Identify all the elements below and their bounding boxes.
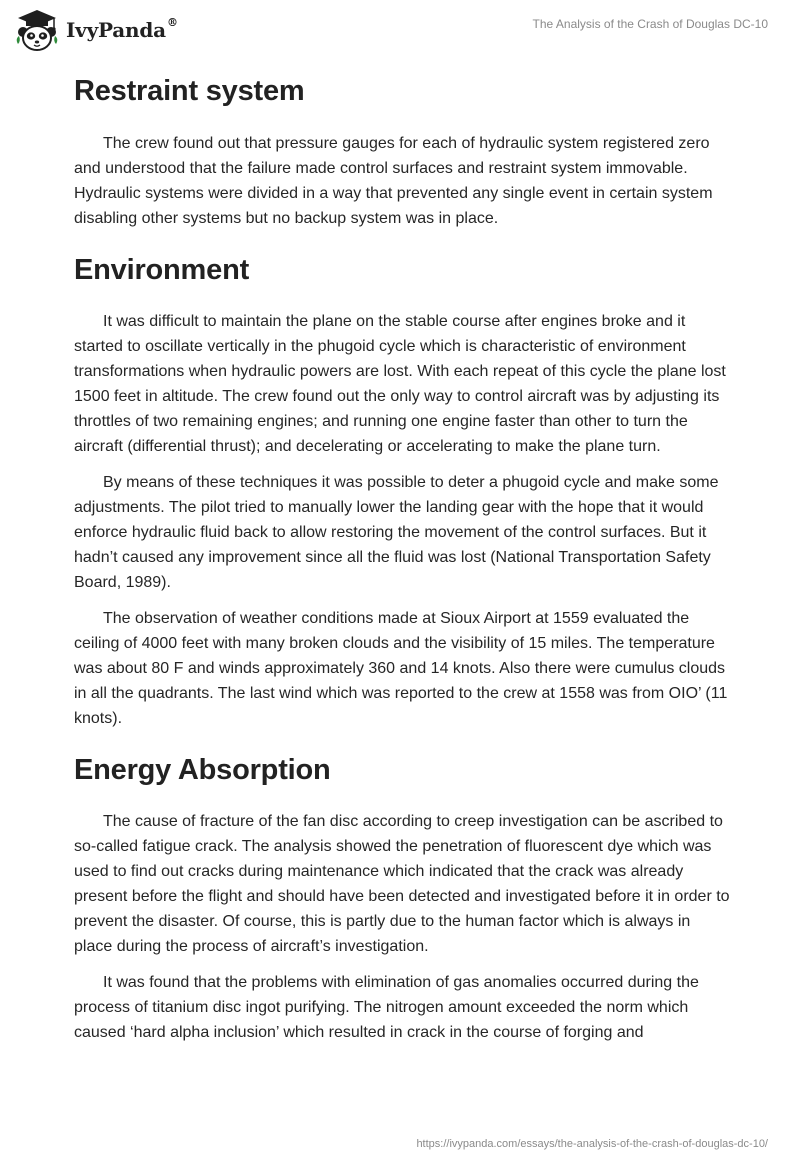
paragraph: The observation of weather conditions made at Sioux Airport at 1559 evaluated the ceiling of 4000 feet with many broken clouds and the visibility of 15 miles. The temperature was about 80 F and winds approximately 360 and 14 knots. Also there were cumulus clouds in all the quadrants. The last wind which was reported to the crew at 1558 was from OIO’ (11 knots). <box>74 610 728 727</box>
ivypanda-logo[interactable] <box>14 8 178 52</box>
paragraph: The cause of fracture of the fan disc according to creep investigation can be ascribed to so-called fatigue crack. The analysis showed the penetration of fluorescent dye which was used to find out cracks during maintenance which indicated that the crack was already present before the flight and should have been detected and investigated before it in order to prevent the disaster. Of course, this is partly due to the human factor which is always in place during the process of aircraft’s investigation. <box>74 813 730 955</box>
paragraph: By means of these techniques it was possible to deter a phugoid cycle and make some adjustments. The pilot tried to manually lower the landing gear with the hope that it would enforce hydraulic fluid back to allow restoring the movement of the control surfaces. But it hadn’t caused any improvement since all the fluid was lost (National Transportation Safety Board, 1989). <box>74 474 719 591</box>
source-url[interactable]: https://ivypanda.com/essays/the-analysis-of-the-crash-of-douglas-dc-10/ <box>416 1138 768 1150</box>
registered-mark: ® <box>166 16 178 29</box>
paragraph: It was difficult to maintain the plane on the stable course after engines broke and it started to oscillate vertically in the phugoid cycle which is characteristic of environment transformations when hydraulic powers are lost. With each repeat of this cycle the plane lost 1500 feet in altitude. The crew found out the only way to control aircraft was by adjusting its throttles of two remaining engines; and running one engine faster than other to turn the aircraft (differential thrust); and decelerating or accelerating to make the plane turn. <box>74 313 726 455</box>
page-header <box>0 0 800 60</box>
paragraph: The crew found out that pressure gauges for each of hydraulic system registered zero and understood that the failure made control surfaces and restraint system immovable. Hydraulic systems were divided in a way that prevented any single event in certain system disabling other systems but no backup system was in place. <box>74 135 713 227</box>
section-heading-energy-absorption: Energy Absorption <box>74 754 331 786</box>
document-title: The Analysis of the Crash of Douglas DC-10 <box>532 17 768 31</box>
section-heading-environment: Environment <box>74 254 250 286</box>
paragraph: It was found that the problems with elimination of gas anomalies occurred during the process of titanium disc ingot purifying. The nitrogen amount exceeded the norm which caused ‘hard alpha inclusion’ which resulted in crack in the course of forging and <box>74 974 699 1041</box>
panda-graduate-icon <box>14 8 60 52</box>
section-heading-restraint-system: Restraint system <box>74 75 305 107</box>
essay-content <box>74 70 730 1045</box>
brand-name: IvyPanda® <box>66 16 178 42</box>
